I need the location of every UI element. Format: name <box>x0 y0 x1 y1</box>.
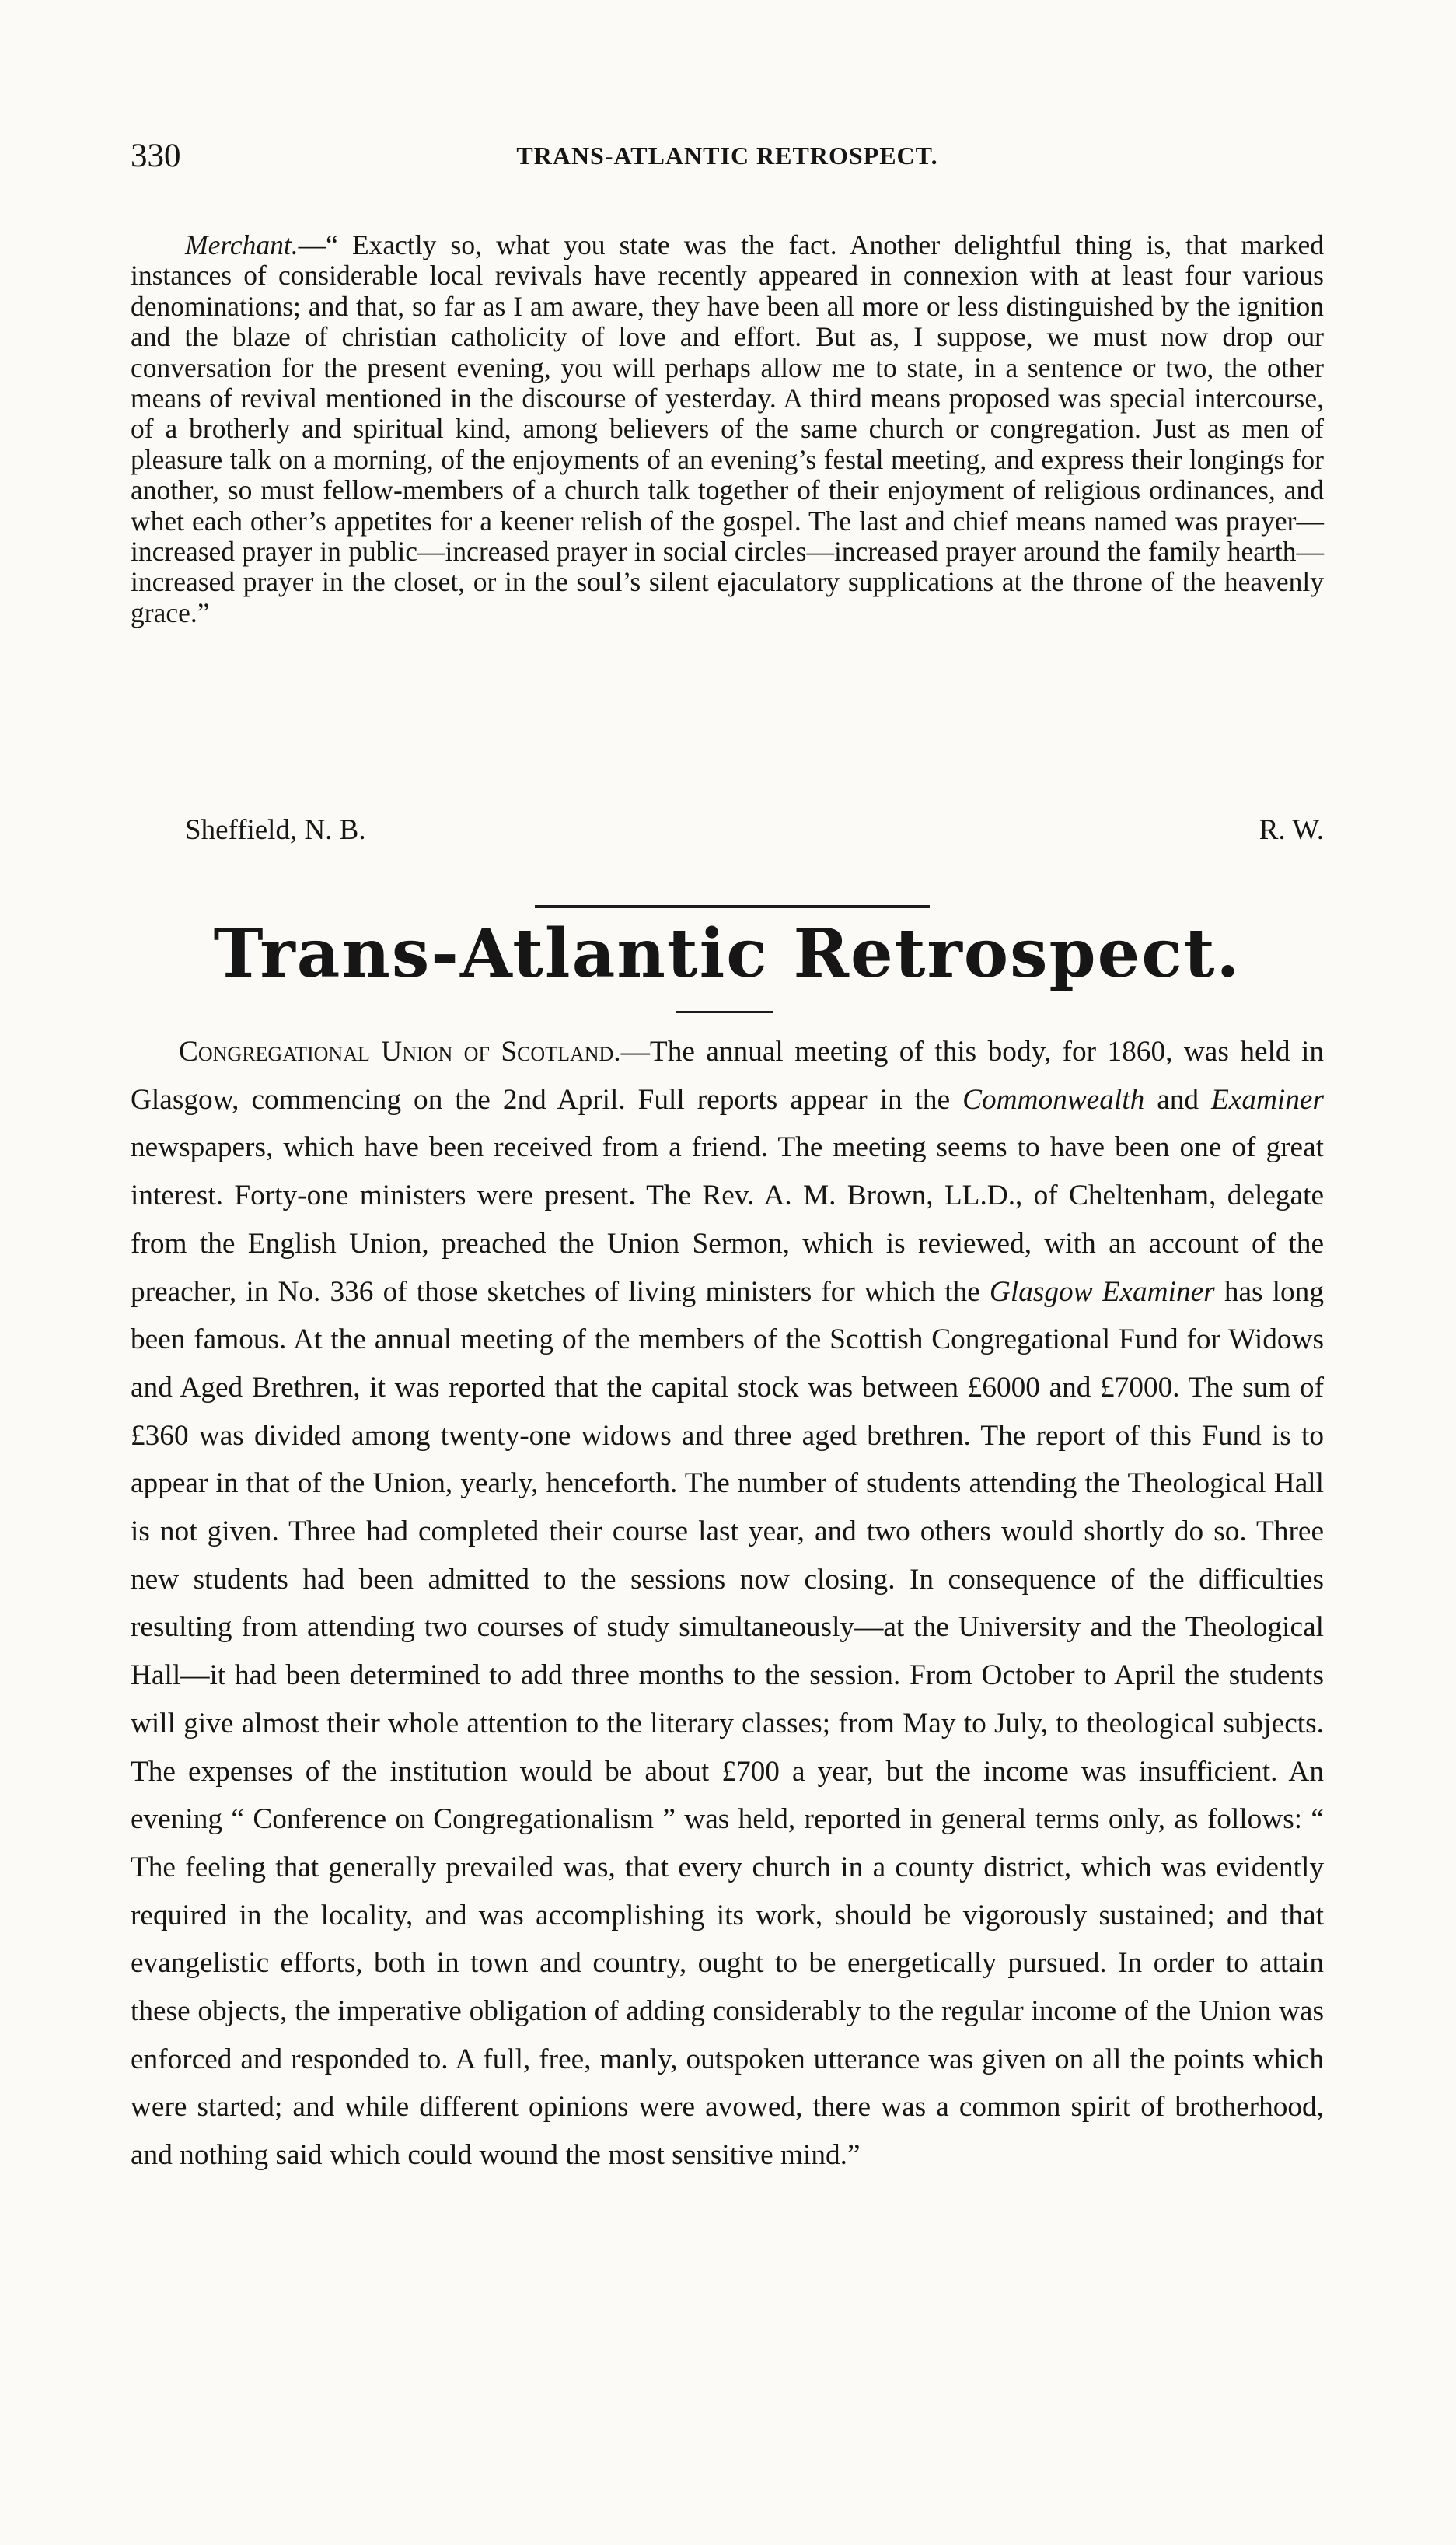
section-divider <box>535 905 930 908</box>
article-heading: Congregational Union of Scotland. <box>179 1036 621 1068</box>
newspaper-name: Commonwealth <box>962 1083 1145 1116</box>
signature-place: Sheffield, N. B. <box>185 814 366 846</box>
newspaper-name: Glasgow Examiner <box>989 1275 1215 1308</box>
running-head: TRANS-ATLANTIC RETROSPECT. <box>516 142 938 170</box>
letter-body: —“ Exactly so, what you state was the fact. Another delightful thing is, that marked instances of considerable local revivals have recently appeared in connexion with at least four various denominations; and that, so far as I am aware, they have been all more or less distinguished by the ignition and the blaze of christian catholicity of love and effort. But as, I suppose, we must now drop our conversation for the present evening, you will perhaps allow me to state, in a sentence or two, the other means of revival mentioned in the discourse of yesterday. A third means proposed was special intercourse, of a brotherly and spiritual kind, among believers of the same church or congregation. Just as men of pleasure talk on a morning, of the enjoyments of an evening’s festal meeting, and express their longings for another, so must fellow-members of a church talk together of their enjoyment of religious ordinances, and whet each other’s appetites for a keener relish of the gospel. The last and chief means named was prayer—increased prayer in public—increased prayer in social circles—increased prayer around the family hearth—increased prayer in the closet, or in the soul’s silent ejaculatory supplications at the throne of the heavenly grace.” <box>131 229 1324 628</box>
page-header <box>131 137 1324 191</box>
article-paragraph <box>131 1028 1324 2180</box>
article-body <box>131 1028 1324 2180</box>
article-text: newspapers, which have been received from a friend. The meeting seems to have been one of great interest. Forty-one ministers were present. The Rev. A. M. Brown, LL.D., of Cheltenham, delegate from the English Union, preached the Union Sermon, which is reviewed, with an account of the preacher, in No. 336 of those sketches of living ministers for which the <box>131 1131 1324 1308</box>
letter-excerpt <box>131 230 1324 628</box>
speaker-name: Merchant. <box>185 229 299 260</box>
section-title: Trans-Atlantic Retrospect. <box>213 914 1241 993</box>
article-text: —The annual meeting of this body, for 1860, was held in Glasgow, commencing on the 2nd April. Full reports appear in the <box>131 1036 1324 1116</box>
article-text: and <box>1144 1083 1211 1116</box>
article-text: has long been famous. At the annual meeting of the members of the Scottish Congregational Fund for Widows and Aged Brethren, it was reported that the capital stock was between £6000 and £7000. The sum of £360 was divided among twenty-one widows and three aged brethren. The report of this Fund is to appear in that of the Union, yearly, henceforth. The number of students attending the Theological Hall is not given. Three had completed their course last year, and two others would shortly do so. Three new students had been admitted to the sessions now closing. In consequence of the difficulties resulting from attending two courses of study simultaneously—at the University and the Theological Hall—it had been determined to add three months to the session. From October to April the students will give almost their whole attention to the literary classes; from May to July, to theological subjects. The expenses of the institution would be about £700 a year, but the income was insufficient. An evening “ Conference on Congregationalism ” was held, reported in general terms only, as follows: “ The feeling that generally prevailed was, that every church in a county district, which was evidently required in the locality, and was accomplishing its work, should be vigorously sustained; and that evangelistic efforts, both in town and country, ought to be energetically pursued. In order to attain these objects, the imperative obligation of adding considerably to the regular income of the Union was enforced and responded to. A full, free, manly, outspoken utterance was given on all the points which were started; and while different opinions were avowed, there was a common spirit of brotherhood, and nothing said which could wound the most sensitive mind.” <box>131 1275 1324 2172</box>
title-underline <box>676 1011 773 1013</box>
newspaper-name: Examiner <box>1211 1083 1324 1116</box>
signature-initials: R. W. <box>1259 814 1324 846</box>
letter-paragraph <box>131 230 1324 628</box>
page-number: 330 <box>131 138 181 174</box>
